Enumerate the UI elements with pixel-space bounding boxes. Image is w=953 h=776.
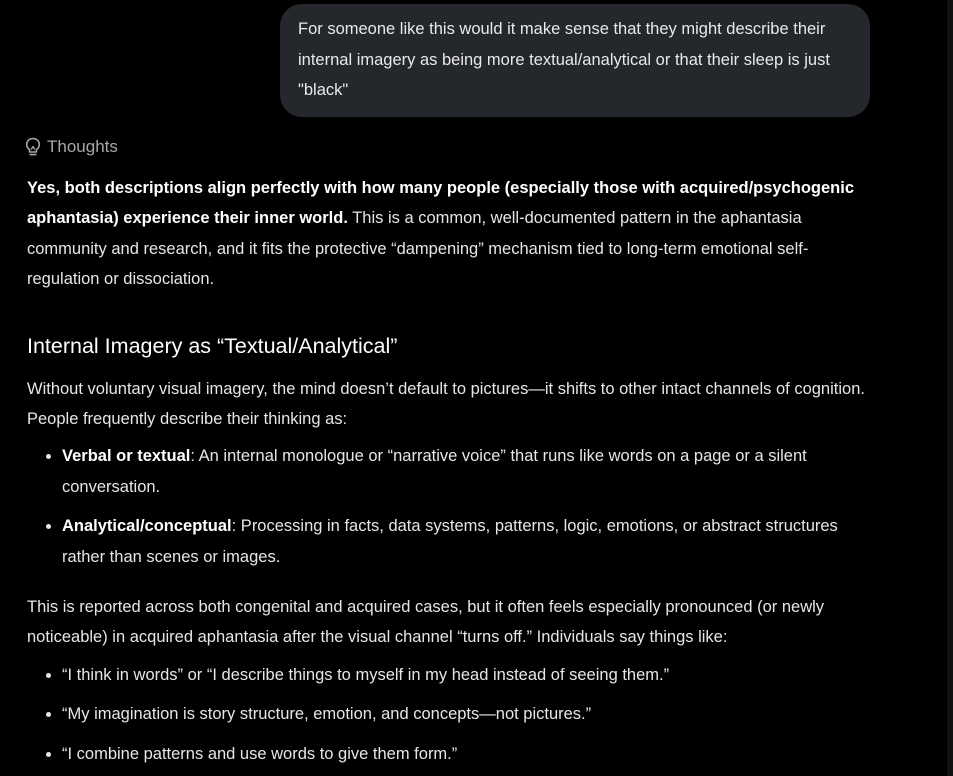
list-item — [62, 441, 877, 502]
quote-list — [27, 660, 877, 769]
reported-paragraph: This is reported across both congenital and acquired cases, but it often feels especially pronounced (or newly noticeable) in acquired aphantasia after the visual channel “turns off.” Individuals say things like: — [27, 598, 825, 647]
list-item: • “I combine patterns and use words to give them form.” — [62, 739, 877, 769]
section-heading: Internal Imagery as “Textual/Analytical” — [27, 333, 398, 358]
bullet-term: Verbal or textual — [62, 447, 191, 466]
list-item: • “My imagination is story structure, emotion, and concepts—not pictures.” — [62, 699, 877, 729]
intro-bold: Yes, both descriptions align perfectly with how many people (especially those with acquired/psychogenic aphantasia) experience their inner world. — [27, 179, 855, 228]
thoughts-label: Thoughts — [47, 137, 118, 156]
user-message-bubble — [280, 4, 870, 117]
thinking-style-list — [27, 441, 877, 572]
list-item: • “I think in words” or “I describe things to myself in my head instead of seeing them.” — [62, 660, 877, 690]
bullet-desc: : An internal monologue or “narrative voice” that runs like words on a page or a silent conversation. — [62, 447, 807, 496]
intro-rest: This is a common, well-documented pattern in the aphantasia community and research, and it fits the protective “dampening” mechanism tied to long-term emotional self-regulation or dissociation. — [27, 209, 809, 289]
thoughts-toggle[interactable] — [25, 137, 118, 157]
lightbulb-icon — [25, 137, 41, 157]
user-message-text: For someone like this would it make sense that they might describe their internal imagery as being more textual/analytical or that their sleep is just "black" — [298, 20, 830, 99]
list-item — [62, 511, 877, 572]
section-intro: Without voluntary visual imagery, the mind doesn’t default to pictures—it shifts to other intact channels of cognition. People frequently describe their thinking as: — [27, 379, 865, 429]
assistant-response — [27, 173, 877, 776]
intro-paragraph — [27, 173, 877, 295]
scrollbar-track[interactable] — [947, 0, 953, 776]
bullet-term: Analytical/conceptual — [62, 517, 232, 536]
bullet-desc: : Processing in facts, data systems, patterns, logic, emotions, or abstract structures rather than scenes or images. — [62, 517, 838, 566]
